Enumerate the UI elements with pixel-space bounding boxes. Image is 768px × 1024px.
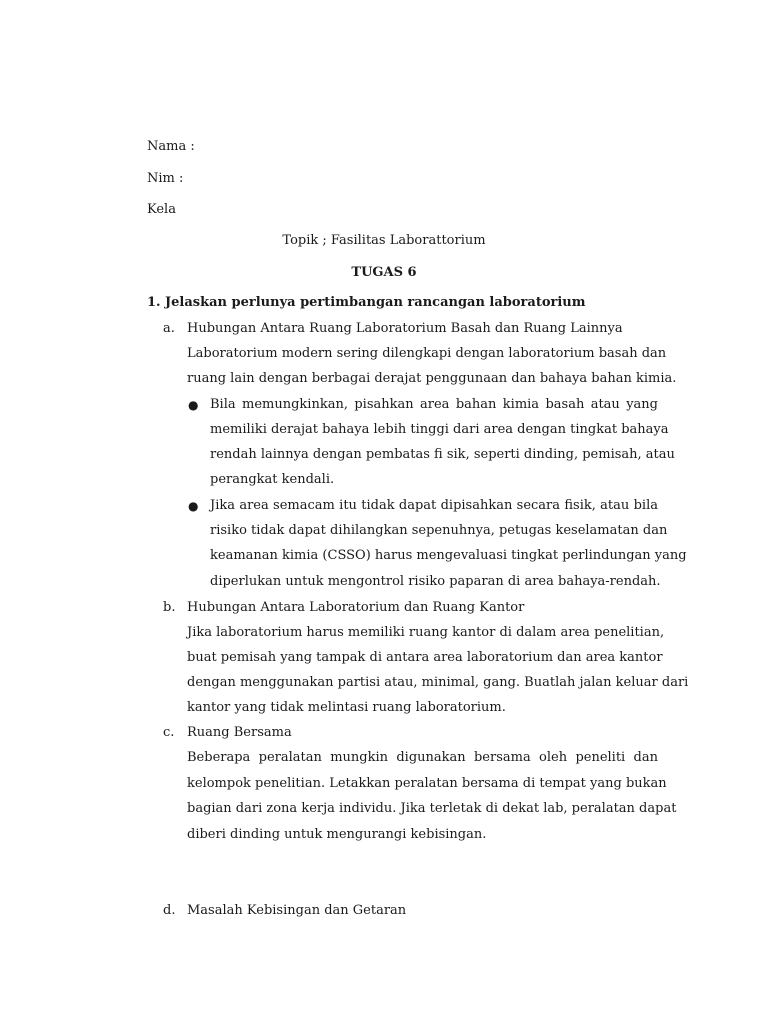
section-b-paragraph-line: kantor yang tidak melintasi ruang laboratorium. — [187, 700, 506, 715]
assignment-title: TUGAS 6 — [351, 265, 417, 280]
question-number: 1. — [147, 295, 161, 310]
bullet-2-line: Jika area semacam itu tidak dapat dipisahkan secara fisik, atau bila — [210, 498, 658, 513]
section-b-heading: Hubungan Antara Laboratorium dan Ruang Kantor — [187, 600, 525, 615]
bullet-icon: ● — [188, 398, 199, 412]
section-b-paragraph-line: dengan menggunakan partisi atau, minimal, gang. Buatlah jalan keluar dari — [187, 675, 689, 690]
section-b-paragraph-line: Jika laboratorium harus memiliki ruang kantor di dalam area penelitian, — [187, 625, 665, 640]
section-c-paragraph-line: kelompok penelitian. Letakkan peralatan bersama di tempat yang bukan — [187, 776, 667, 791]
section-c-paragraph-line: Beberapa peralatan mungkin digunakan bersama oleh peneliti dan — [187, 750, 658, 765]
section-a-heading: Hubungan Antara Ruang Laboratorium Basah dan Ruang Lainnya — [187, 321, 623, 336]
bullet-icon: ● — [188, 499, 199, 513]
bullet-1-line: rendah lainnya dengan pembatas fi sik, seperti dinding, pemisah, atau — [210, 447, 675, 462]
section-a-paragraph-line: Laboratorium modern sering dilengkapi dengan laboratorium basah dan — [187, 346, 667, 361]
section-d-marker: d. — [163, 903, 176, 918]
question-text: Jelaskan perlunya pertimbangan rancangan laboratorium — [165, 295, 586, 310]
section-a-paragraph-line: ruang lain dengan berbagai derajat penggunaan dan bahaya bahan kimia. — [187, 371, 677, 386]
bullet-2-line: diperlukan untuk mengontrol risiko paparan di area bahaya-rendah. — [210, 574, 661, 589]
kelas-label: Kela — [147, 202, 176, 217]
section-a-marker: a. — [163, 321, 175, 336]
section-b-paragraph-line: buat pemisah yang tampak di antara area laboratorium dan area kantor — [187, 650, 663, 665]
section-b-marker: b. — [163, 600, 176, 615]
section-d-heading: Masalah Kebisingan dan Getaran — [187, 903, 407, 918]
section-c-marker: c. — [163, 725, 175, 740]
bullet-1-line: Bila memungkinkan, pisahkan area bahan kimia basah atau yang — [210, 397, 658, 412]
bullet-2-line: keamanan kimia (CSSO) harus mengevaluasi tingkat perlindungan yang — [210, 548, 687, 563]
nim-label: Nim : — [147, 171, 184, 186]
bullet-2-line: risiko tidak dapat dihilangkan sepenuhnya, petugas keselamatan dan — [210, 523, 668, 538]
topic-line: Topik ; Fasilitas Laborattorium — [282, 233, 486, 248]
nama-label: Nama : — [147, 139, 195, 154]
bullet-1-line: memiliki derajat bahaya lebih tinggi dari area dengan tingkat bahaya — [210, 422, 669, 437]
section-c-heading: Ruang Bersama — [187, 725, 292, 740]
section-c-paragraph-line: bagian dari zona kerja individu. Jika terletak di dekat lab, peralatan dapat — [187, 801, 677, 816]
bullet-1-line: perangkat kendali. — [210, 472, 335, 487]
section-c-paragraph-line: diberi dinding untuk mengurangi kebisingan. — [187, 827, 487, 842]
